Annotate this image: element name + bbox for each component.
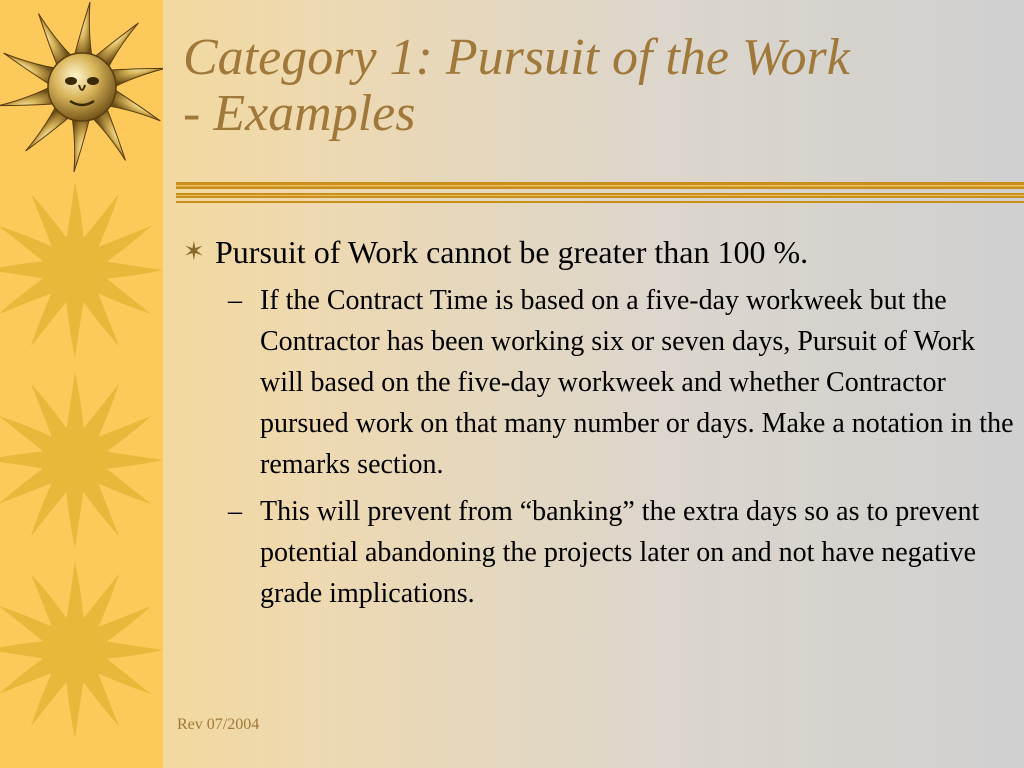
dash-bullet-icon: – [228, 496, 242, 527]
bullet-item [183, 232, 1018, 272]
decorative-sidebar [0, 0, 163, 768]
title-divider [176, 180, 1024, 206]
star-bullet-icon: ✶ [183, 237, 205, 266]
sun-decoration-icon [0, 368, 163, 553]
slide-title-line-1: Category 1: Pursuit of the Work [183, 29, 850, 86]
slide-title [183, 30, 1013, 142]
sun-decoration-icon [0, 178, 163, 363]
revision-footer: Rev 07/2004 [177, 716, 260, 733]
sub-bullet-text: This will prevent from “banking” the extra days so as to prevent potential abandoning the projects later on and not have negative grade implications. [260, 496, 980, 609]
slide-title-line-2: - Examples [183, 85, 416, 142]
sub-bullet-text: If the Contract Time is based on a five-day workweek but the Contractor has been working six or seven days, Pursuit of Work will based on the five-day workweek and whether Contractor pursued work on that many number or days. Make a notation in the remarks section. [260, 285, 1014, 480]
sun-decoration-icon [0, 558, 163, 743]
sun-face-icon [0, 0, 163, 175]
bullet-text: Pursuit of Work cannot be greater than 100 %. [215, 234, 809, 270]
sub-bullet-item [183, 491, 1018, 614]
slide-body [183, 232, 1018, 620]
dash-bullet-icon: – [228, 285, 242, 316]
sub-bullet-item [183, 280, 1018, 485]
